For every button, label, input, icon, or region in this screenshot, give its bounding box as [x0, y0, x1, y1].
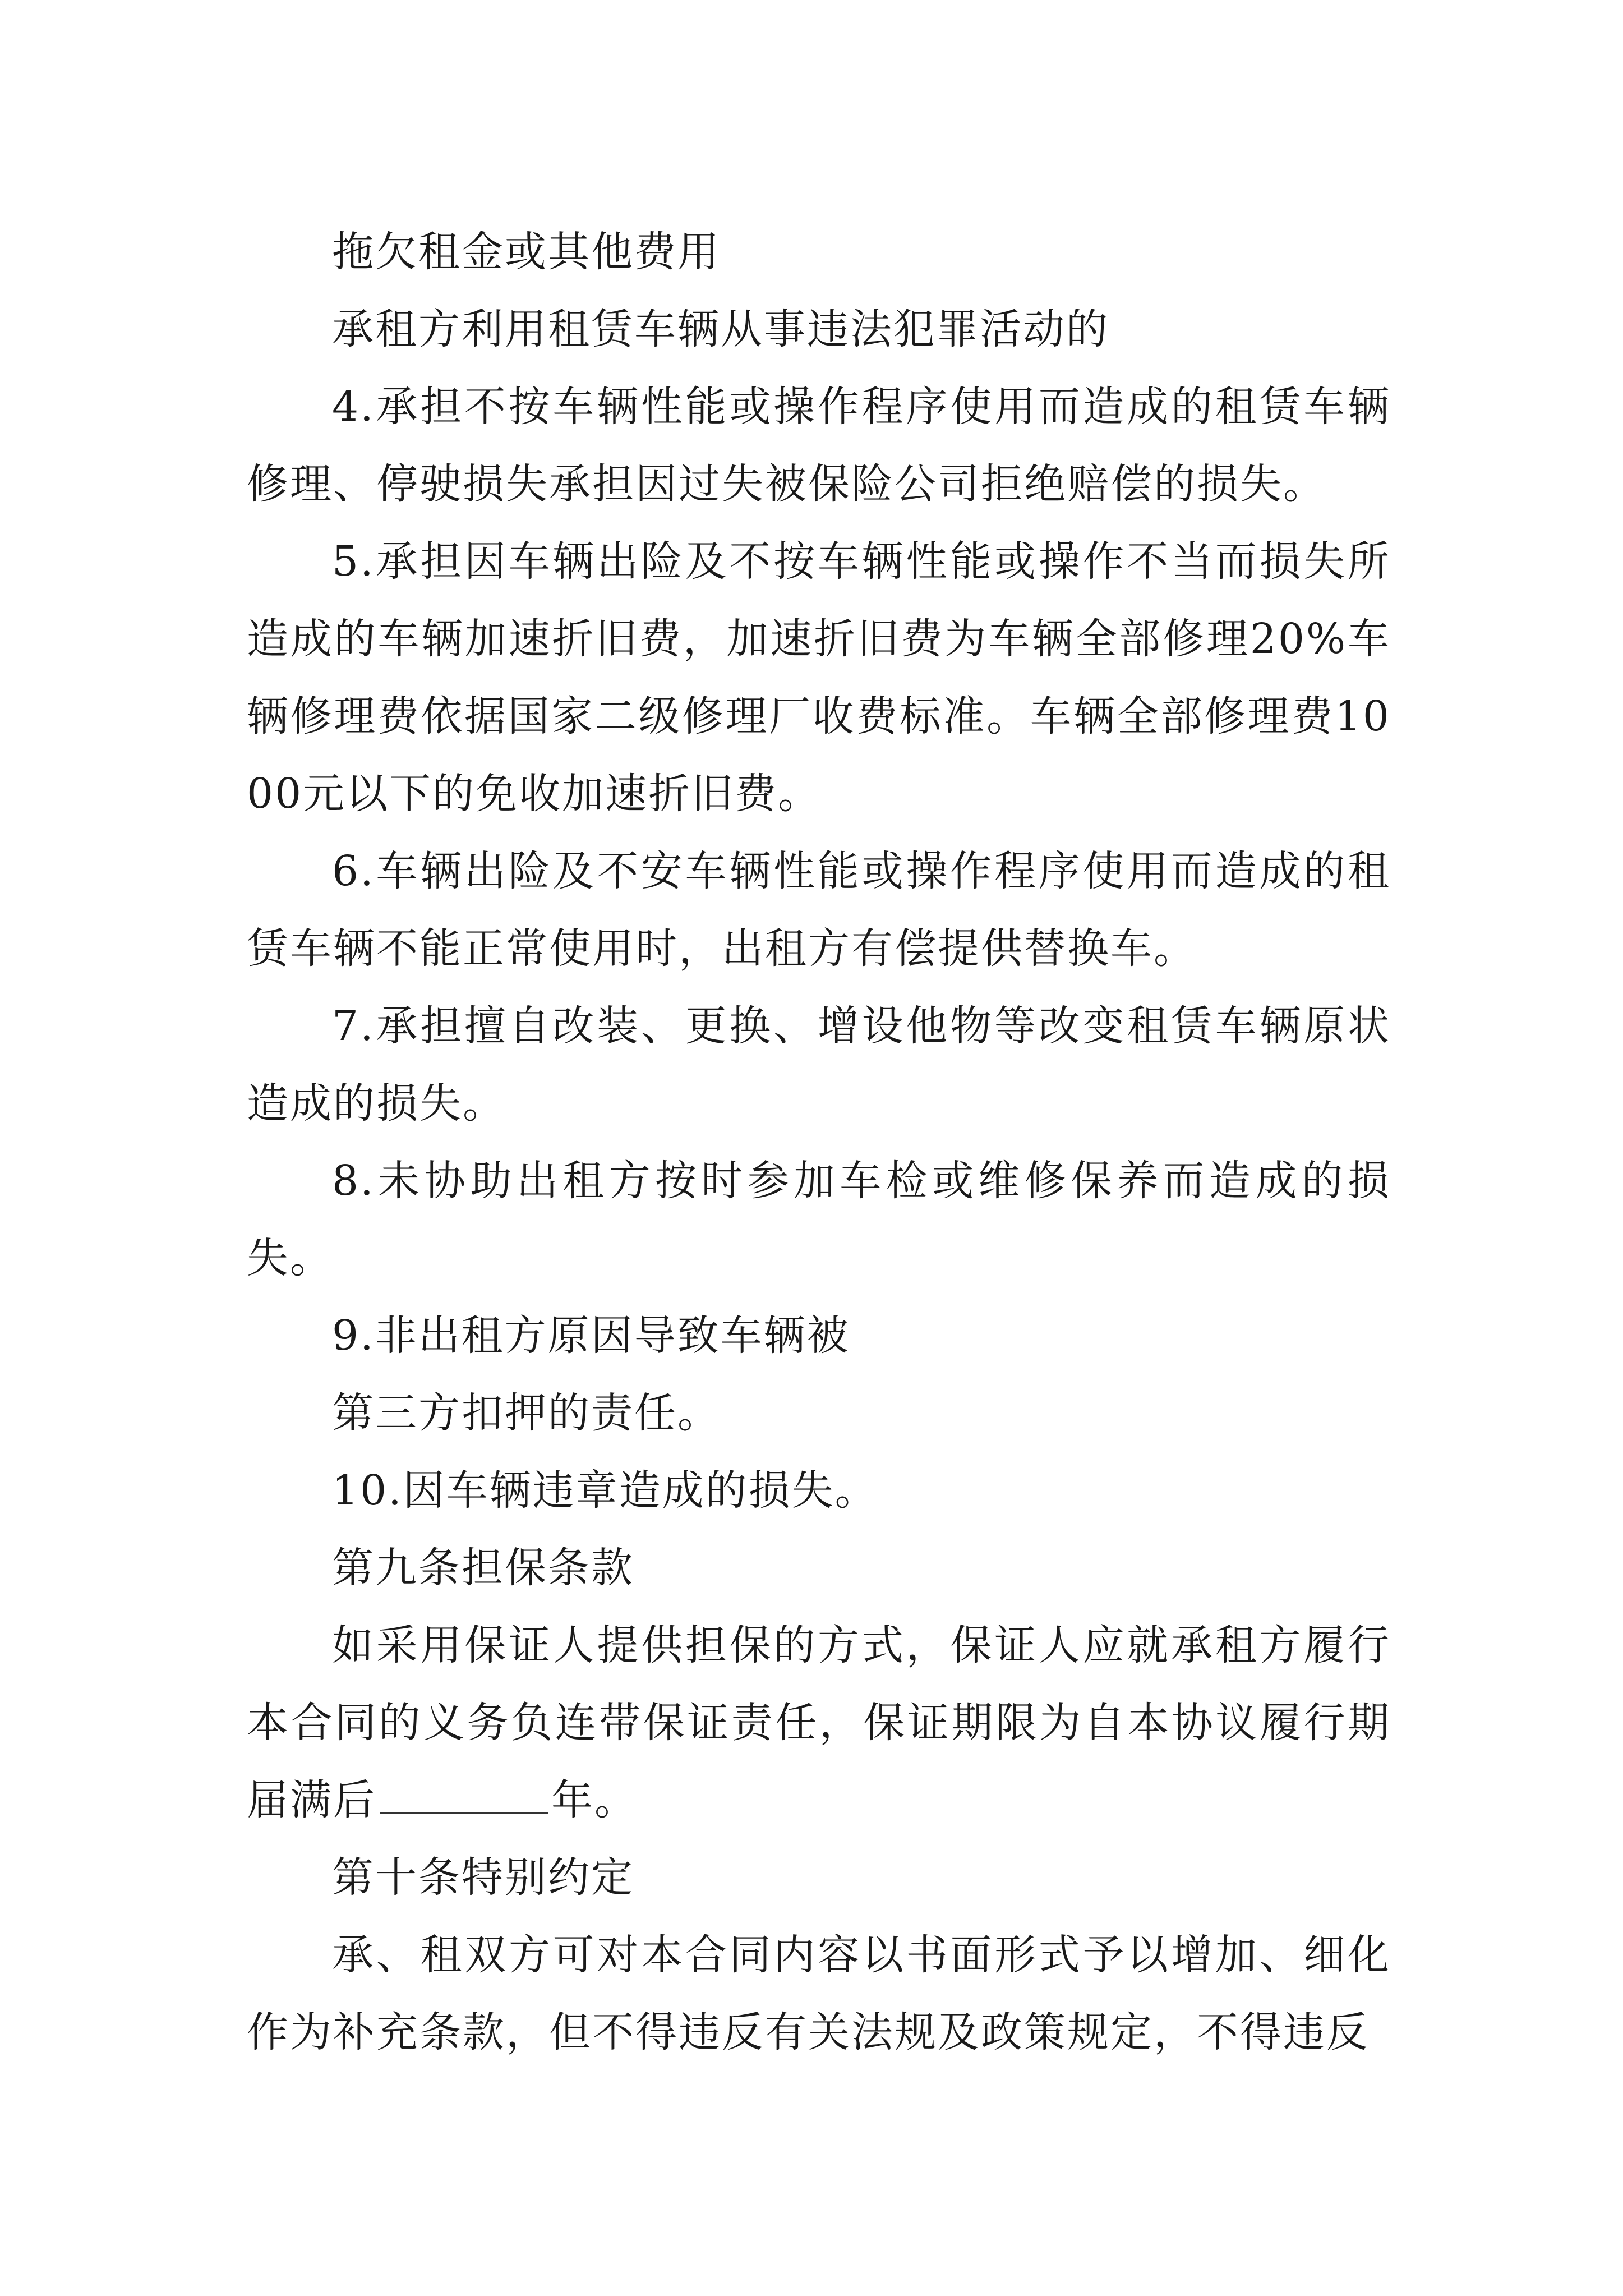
paragraph-item-7: 7.承担擅自改装、更换、增设他物等改变租赁车辆原状造成的损失。: [247, 1002, 1391, 1128]
paragraph-item-8: 8.未协助出租方按时参加车检或维修保养而造成的损失。: [247, 1157, 1391, 1282]
guarantee-text: 如采用保证人提供担保的方式，保证人应就承租方履行本合同的义务负连带保证责任，保证期限为自本协议履行期届满后: [247, 1621, 1391, 1824]
paragraph-special-agreement: 承、租双方可对本合同内容以书面形式予以增加、细化作为补充条款，但不得违反有关法规及政策规定，不得违反: [247, 1931, 1391, 2056]
paragraph-item-9: 9.非出租方原因导致车辆被: [332, 1312, 850, 1360]
paragraph-item-4: 4.承担不按车辆性能或操作程序使用而造成的租赁车辆修理、停驶损失承担因过失被保险公司拒绝赔偿的损失。: [247, 383, 1391, 508]
paragraph-item-9-cont: 第三方扣押的责任。: [332, 1389, 721, 1437]
guarantee-text-end: 年。: [551, 1776, 638, 1824]
paragraph-illegal-use: 承租方利用租赁车辆从事违法犯罪活动的: [332, 305, 1109, 353]
heading-article-10: 第十条特别约定: [332, 1853, 634, 1902]
paragraph-guarantee: [247, 1607, 1391, 1839]
heading-article-9: 第九条担保条款: [332, 1544, 634, 1592]
paragraph-item-6: 6.车辆出险及不安车辆性能或操作程序使用而造成的租赁车辆不能正常使用时，出租方有偿提供替换车。: [247, 847, 1391, 973]
paragraph-item-10: 10.因车辆违章造成的损失。: [332, 1466, 878, 1515]
guarantee-years-blank: [380, 1779, 548, 1814]
paragraph-arrears: 拖欠租金或其他费用: [332, 228, 721, 276]
document-body: [247, 213, 1391, 2071]
paragraph-item-5: 5.承担因车辆出险及不按车辆性能或操作不当而损失所造成的车辆加速折旧费，加速折旧费为车辆全部修理20%车辆修理费依据国家二级修理厂收费标准。车辆全部修理费1000元以下的免收加速折旧费。: [247, 537, 1391, 818]
